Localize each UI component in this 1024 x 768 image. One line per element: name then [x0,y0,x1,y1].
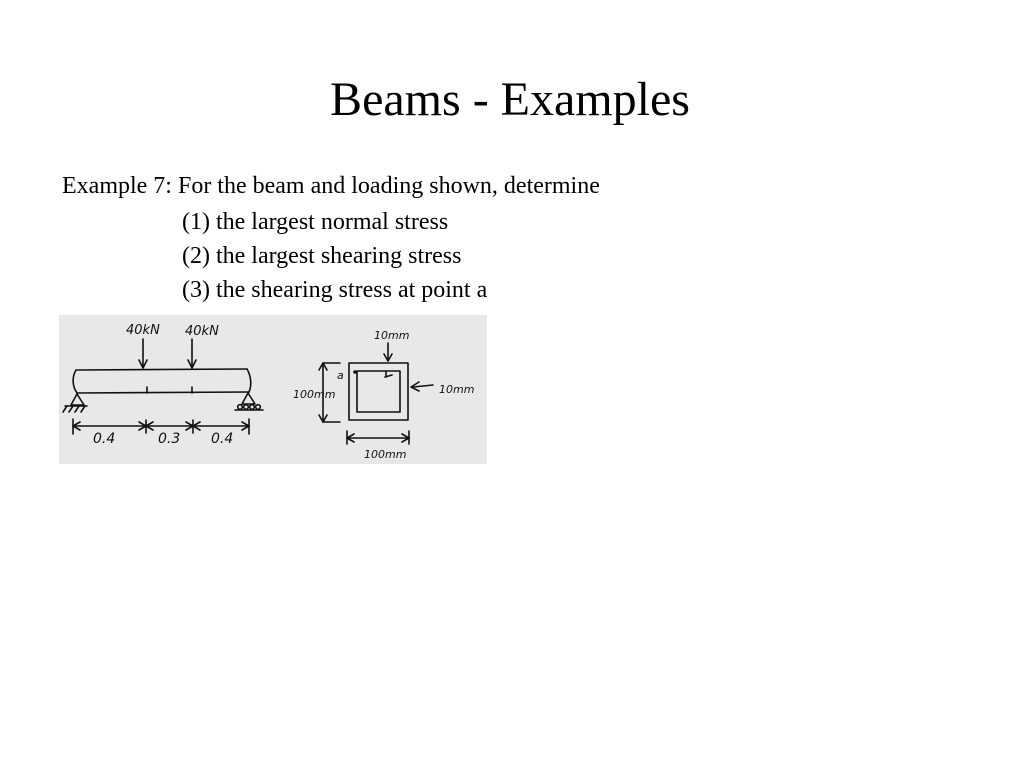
span-label-right: 0.4 [211,431,234,447]
task-list [182,205,487,307]
pin-support-left [63,394,87,412]
beam-sketch [59,315,487,464]
roller-support-right [235,393,263,410]
top-wall-pointer [384,343,392,361]
task-item-3: (3) the shearing stress at point a [182,277,488,303]
slide-title: Beams - Examples [330,73,690,126]
point-a-label: a [337,369,344,382]
wall-label-right: 10mm [439,383,475,396]
section-width-dimension [347,431,409,444]
task-item-2: (2) the largest shearing stress [182,243,462,269]
beam-figure [59,315,487,464]
section-height-label: 100mm [293,388,336,401]
load-label-left: 40kN [126,323,160,338]
wall-label-top: 10mm [374,329,410,342]
right-wall-pointer [411,382,433,391]
section-width-label: 100mm [364,448,407,461]
load-label-right: 40kN [185,324,219,339]
beam-body [73,369,251,393]
span-label-left: 0.4 [93,431,116,447]
span-label-middle: 0.3 [158,431,181,447]
box-cross-section [349,363,408,420]
load-arrow-right [188,339,196,368]
task-item-1: (1) the largest normal stress [182,209,449,235]
example-prompt: Example 7: For the beam and loading shown, determine [62,173,600,199]
load-arrow-left [139,339,147,368]
